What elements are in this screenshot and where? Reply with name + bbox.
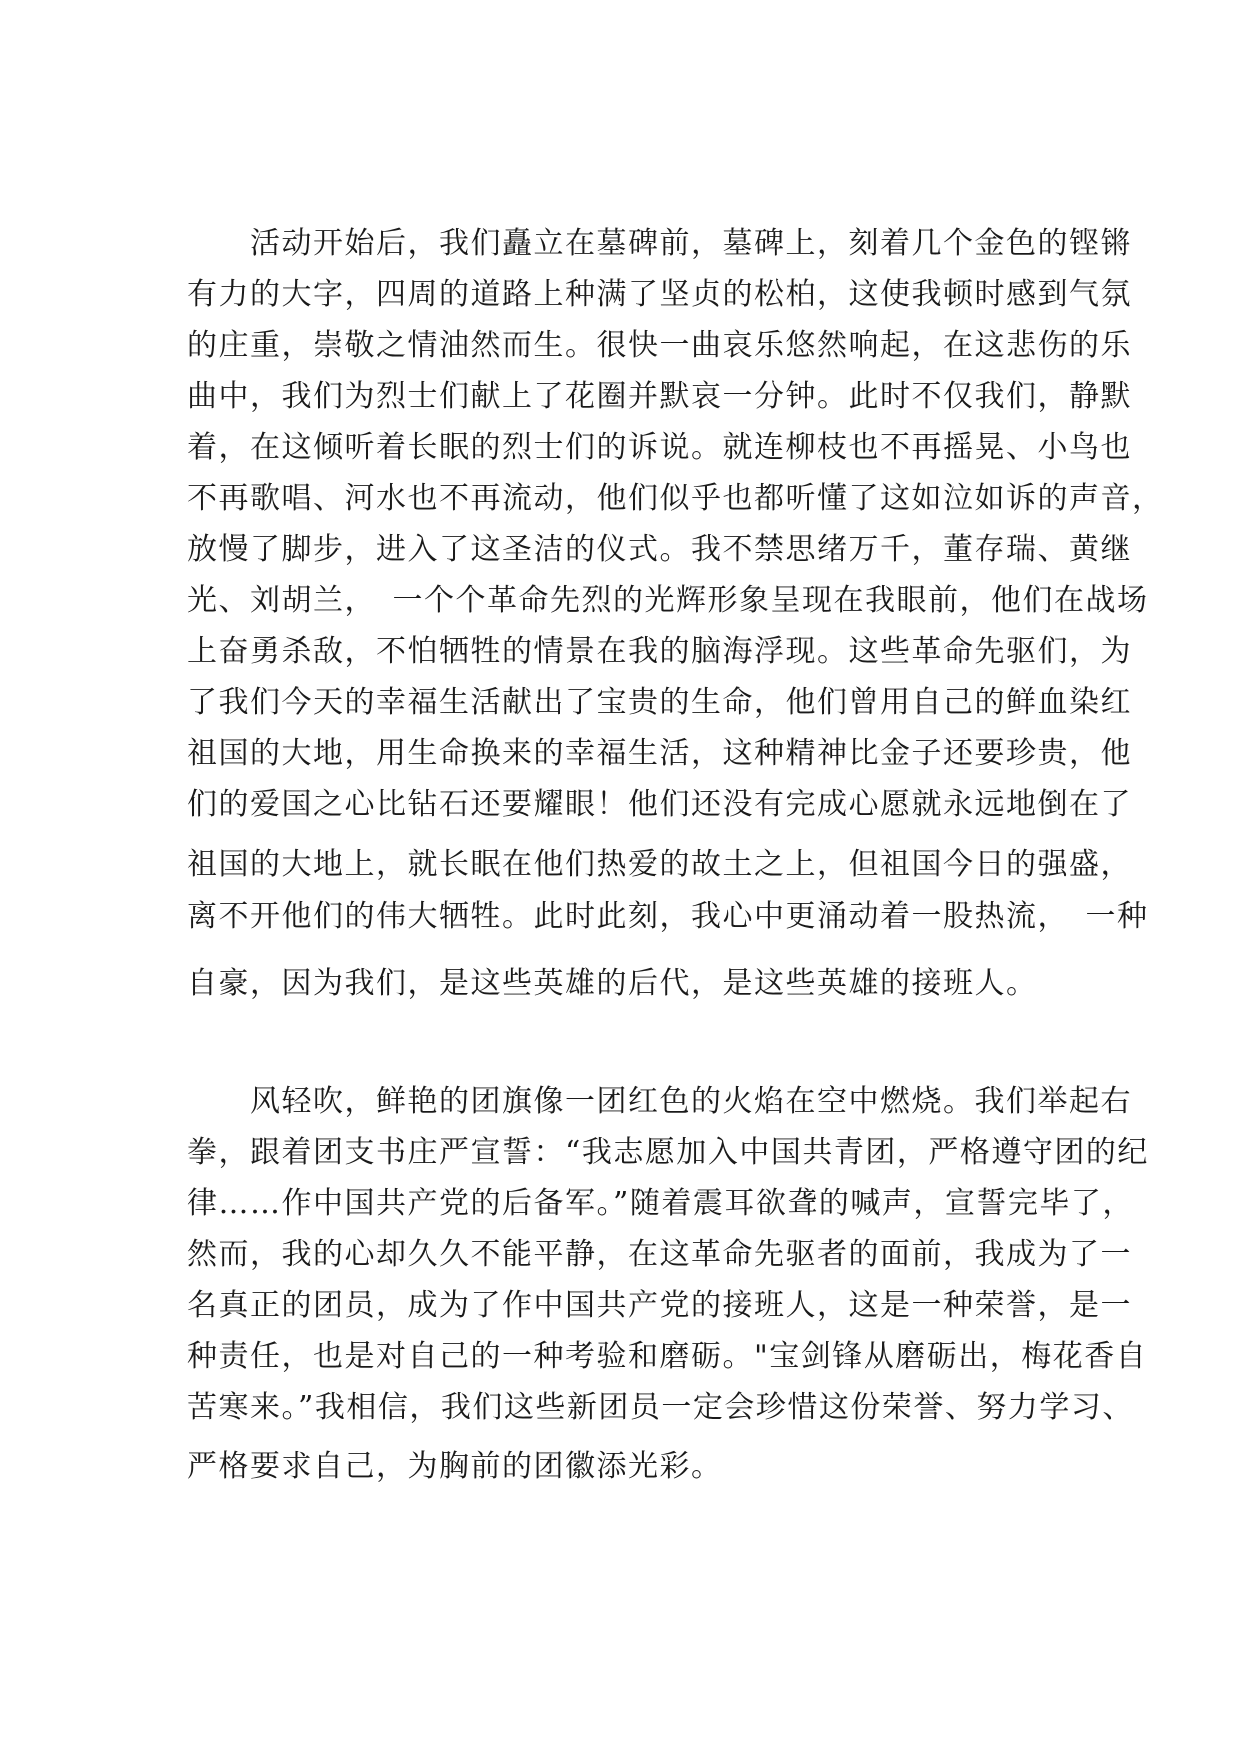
paragraph-line: 苦寒来。”我相信，我们这些新团员一定会珍惜这份荣誉、努力学习、: [187, 1390, 1134, 1425]
paragraph-line: 风轻吹，鲜艳的团旗像一团红色的火焰在空中燃烧。我们举起右: [187, 1084, 1132, 1119]
paragraph-line: 放慢了脚步，进入了这圣洁的仪式。我不禁思绪万千，董存瑞、黄继: [187, 532, 1132, 567]
paragraph-line: 有力的大字，四周的道路上种满了坚贞的松柏，这使我顿时感到气氛: [187, 277, 1132, 312]
paragraph-line: 名真正的团员，成为了作中国共产党的接班人，这是一种荣誉，是一: [187, 1288, 1132, 1323]
paragraph-line: 自豪，因为我们，是这些英雄的后代，是这些英雄的接班人。: [187, 966, 1038, 1001]
paragraph-line: 了我们今天的幸福生活献出了宝贵的生命，他们曾用自己的鲜血染红: [187, 685, 1132, 720]
paragraph-line: 不再歌唱、河水也不再流动，他们似乎也都听懂了这如泣如诉的声音，: [187, 481, 1164, 516]
paragraph-line: 祖国的大地上，就长眠在他们热爱的故土之上，但祖国今日的强盛，: [187, 847, 1132, 882]
paragraph-line: 然而，我的心却久久不能平静，在这革命先驱者的面前，我成为了一: [187, 1237, 1132, 1272]
paragraph-line: 曲中，我们为烈士们献上了花圈并默哀一分钟。此时不仅我们，静默: [187, 379, 1132, 414]
paragraph-line: 祖国的大地，用生命换来的幸福生活，这种精神比金子还要珍贵，他: [187, 736, 1132, 771]
paragraph-line: 们的爱国之心比钻石还要耀眼！他们还没有完成心愿就永远地倒在了: [187, 787, 1132, 822]
paragraph-line: 光、刘胡兰， 一个个革命先烈的光辉形象呈现在我眼前，他们在战场: [187, 583, 1149, 618]
paragraph-line: 的庄重，崇敬之情油然而生。很快一曲哀乐悠然响起，在这悲伤的乐: [187, 328, 1132, 363]
paragraph-line: 上奋勇杀敌，不怕牺牲的情景在我的脑海浮现。这些革命先驱们，为: [187, 634, 1132, 669]
paragraph-line: 种责任，也是对自己的一种考验和磨砺。"宝剑锋从磨砺出，梅花香自: [187, 1339, 1148, 1374]
paragraph-line: 严格要求自己，为胸前的团徽添光彩。: [187, 1449, 723, 1484]
paragraph-line: 活动开始后，我们矗立在墓碑前，墓碑上，刻着几个金色的铿锵: [187, 226, 1132, 261]
paragraph-line: 着，在这倾听着长眠的烈士们的诉说。就连柳枝也不再摇晃、小鸟也: [187, 430, 1132, 465]
paragraph-line: 拳，跟着团支书庄严宣誓：“我志愿加入中国共青团，严格遵守团的纪: [187, 1135, 1149, 1170]
paragraph-line: 律……作中国共产党的后备军。”随着震耳欲聋的喊声，宣誓完毕了，: [187, 1186, 1134, 1221]
paragraph-line: 离不开他们的伟大牺牲。此时此刻，我心中更涌动着一股热流， 一种: [187, 899, 1149, 934]
